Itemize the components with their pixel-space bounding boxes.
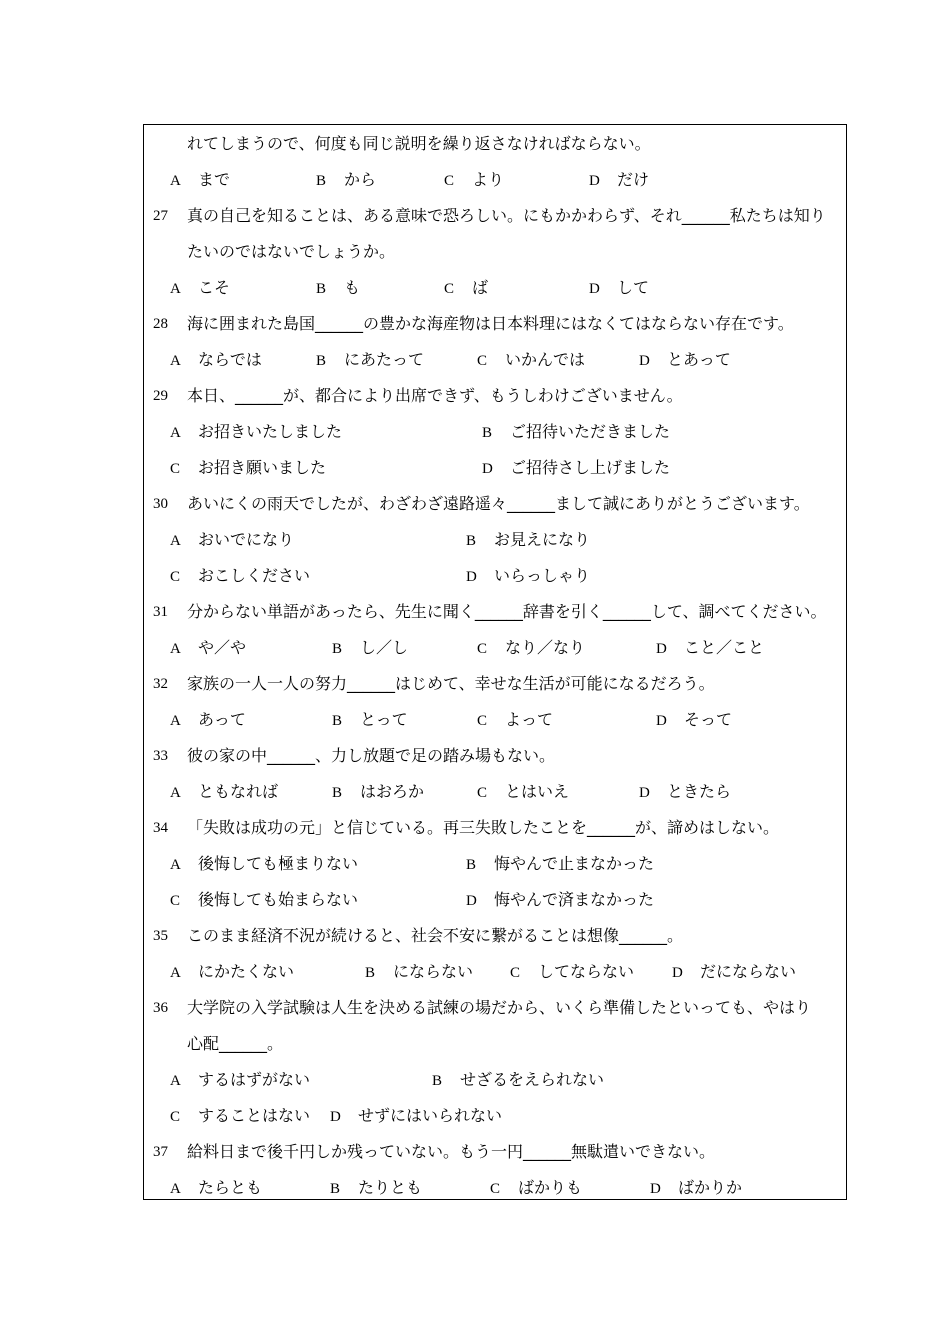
answer-options-row (144, 450, 844, 486)
answer-options-row (144, 414, 844, 450)
option-letter: D (589, 281, 600, 297)
option-b[interactable] (316, 270, 360, 307)
option-letter: C (477, 641, 488, 657)
option-a[interactable] (170, 1170, 262, 1207)
question-text: 海に囲まれた島国______の豊かな海産物は日本料理にはなくてはならない存在です。 (187, 314, 794, 333)
option-letter: D (656, 641, 667, 657)
option-text: とって (360, 710, 408, 729)
question-text: 給料日まで後千円しか残っていない。もう一円______無駄遣いできない。 (187, 1142, 716, 1161)
question-number: 36 (153, 1000, 168, 1016)
question-27 (144, 198, 844, 234)
option-c[interactable] (477, 342, 585, 379)
option-a[interactable] (170, 270, 230, 307)
option-c[interactable] (170, 1098, 310, 1135)
option-c[interactable] (444, 162, 504, 199)
answer-options-row (144, 1170, 844, 1206)
option-letter: B (332, 713, 343, 729)
option-letter: B (316, 281, 327, 297)
option-letter: B (316, 173, 327, 189)
option-letter: A (170, 173, 181, 189)
option-letter: C (510, 965, 521, 981)
question-number: 34 (153, 820, 168, 836)
answer-options-row (144, 954, 844, 990)
option-letter: B (330, 1181, 341, 1197)
option-d[interactable] (482, 450, 670, 487)
option-letter: A (170, 1073, 181, 1089)
question-number: 33 (153, 748, 168, 764)
question-text-continuation (144, 1026, 844, 1062)
question-34 (144, 810, 844, 846)
option-text: いかんでは (505, 350, 586, 369)
continuation-text: 心配______。 (187, 1034, 284, 1053)
option-text: たりとも (358, 1178, 423, 1197)
option-letter: A (170, 713, 181, 729)
question-text: 本日、______が、都合により出席できず、もうしわけございません。 (187, 386, 683, 405)
option-text: 後悔しても始まらない (198, 890, 359, 909)
question-31 (144, 594, 844, 630)
option-letter: D (589, 173, 600, 189)
option-letter: D (466, 569, 477, 585)
question-36 (144, 990, 844, 1026)
question-box (143, 124, 847, 1200)
option-c[interactable] (477, 702, 553, 739)
option-a[interactable] (170, 954, 294, 991)
option-d[interactable] (466, 882, 654, 919)
option-a[interactable] (170, 522, 294, 559)
option-text: ご招待いただきました (510, 422, 671, 441)
question-text: 分からない単語があったら、先生に聞く______辞書を引く______して、調べてください。 (187, 602, 827, 621)
option-letter: A (170, 533, 181, 549)
option-b[interactable] (316, 162, 376, 199)
option-d[interactable] (656, 630, 764, 667)
option-letter: B (316, 353, 327, 369)
option-letter: D (656, 713, 667, 729)
option-c[interactable] (490, 1170, 582, 1207)
option-letter: C (170, 893, 181, 909)
answer-options-row (144, 882, 844, 918)
question-29 (144, 378, 844, 414)
question-number: 32 (153, 676, 168, 692)
option-text: することはない (198, 1106, 311, 1125)
option-a[interactable] (170, 702, 246, 739)
option-letter: D (672, 965, 683, 981)
option-letter: A (170, 965, 181, 981)
option-text: ご招待さし上げました (510, 458, 671, 477)
answer-options-row (144, 522, 844, 558)
option-c[interactable] (477, 774, 569, 811)
question-number: 29 (153, 388, 168, 404)
option-text: おいでになり (198, 530, 295, 549)
option-text: も (344, 278, 361, 297)
option-a[interactable] (170, 414, 342, 451)
option-a[interactable] (170, 1062, 310, 1099)
question-text: 「失敗は成功の元」と信じている。再三失敗したことを______が、諦めはしない。 (187, 818, 780, 837)
option-b[interactable] (332, 630, 408, 667)
option-text: とあって (667, 350, 731, 369)
option-text: ばかりか (678, 1178, 743, 1197)
option-text: たらとも (198, 1178, 263, 1197)
option-d[interactable] (639, 342, 731, 379)
option-letter: B (466, 533, 477, 549)
option-b[interactable] (316, 342, 424, 379)
option-letter: A (170, 281, 181, 297)
option-letter: C (490, 1181, 501, 1197)
option-letter: B (332, 785, 343, 801)
option-b[interactable] (482, 414, 670, 451)
option-text: ならでは (198, 350, 262, 369)
option-text: するはずがない (198, 1070, 311, 1089)
option-d[interactable] (466, 558, 590, 595)
option-c[interactable] (444, 270, 488, 307)
question-text: 大学院の入学試験は人生を決める試練の場だから、いくら準備したといっても、やはり (187, 998, 812, 1017)
question-number: 28 (153, 316, 168, 332)
option-letter: B (332, 641, 343, 657)
question-32 (144, 666, 844, 702)
continuation-text: たいのではないでしょうか。 (187, 242, 396, 261)
option-d[interactable] (650, 1170, 742, 1207)
option-text: にあたって (344, 350, 425, 369)
option-text: ときたら (667, 782, 732, 801)
answer-options-row (144, 342, 844, 378)
option-letter: B (466, 857, 477, 873)
option-letter: A (170, 353, 181, 369)
option-letter: A (170, 641, 181, 657)
option-letter: D (639, 785, 650, 801)
option-text: せずにはいられない (358, 1106, 503, 1125)
continuation-text: れてしまうので、何度も同じ説明を繰り返さなければならない。 (187, 134, 651, 153)
question-number: 31 (153, 604, 168, 620)
option-letter: C (444, 281, 455, 297)
question-number: 35 (153, 928, 168, 944)
option-letter: D (330, 1109, 341, 1125)
option-letter: B (432, 1073, 443, 1089)
option-text: とはいえ (505, 782, 570, 801)
option-text: そって (684, 710, 733, 729)
question-30 (144, 486, 844, 522)
answer-options-row (144, 270, 844, 306)
option-text: お招きいたしました (198, 422, 343, 441)
option-text: まで (198, 170, 231, 189)
answer-options-row (144, 774, 844, 810)
answer-options-row (144, 1062, 844, 1098)
option-text: や／や (198, 638, 247, 657)
option-text: から (344, 170, 377, 189)
option-b[interactable] (432, 1062, 604, 1099)
option-letter: C (170, 569, 181, 585)
option-text: ともなれば (198, 782, 279, 801)
option-text: 悔やんで済まなかった (494, 890, 655, 909)
question-28 (144, 306, 844, 342)
option-text: なり／なり (505, 638, 586, 657)
option-c[interactable] (170, 882, 358, 919)
option-d[interactable] (589, 270, 649, 307)
option-letter: B (365, 965, 376, 981)
answer-options-row (144, 630, 844, 666)
option-letter: D (482, 461, 493, 477)
answer-options-row (144, 558, 844, 594)
option-letter: C (170, 1109, 181, 1125)
option-text: こそ (198, 278, 231, 297)
option-letter: C (170, 461, 181, 477)
answer-options-row (144, 1098, 844, 1134)
option-letter: B (482, 425, 493, 441)
option-b[interactable] (466, 522, 590, 559)
question-number: 27 (153, 208, 168, 224)
option-letter: C (477, 785, 488, 801)
option-text: にかたくない (198, 962, 295, 981)
question-number: 37 (153, 1144, 168, 1160)
option-a[interactable] (170, 162, 230, 199)
answer-options-row (144, 702, 844, 738)
question-text-continuation (144, 126, 844, 162)
option-b[interactable] (466, 846, 654, 883)
option-letter: A (170, 425, 181, 441)
question-35 (144, 918, 844, 954)
option-text: だけ (617, 170, 650, 189)
option-a[interactable] (170, 774, 278, 811)
question-text: 彼の家の中______、力し放題で足の踏み場もない。 (187, 746, 556, 765)
question-33 (144, 738, 844, 774)
option-text: だにならない (700, 962, 797, 981)
option-text: お招き願いました (198, 458, 327, 477)
option-d[interactable] (330, 1098, 502, 1135)
question-37 (144, 1134, 844, 1170)
option-letter: D (650, 1181, 661, 1197)
option-letter: D (639, 353, 650, 369)
option-text: より (472, 170, 505, 189)
option-c[interactable] (170, 558, 310, 595)
option-b[interactable] (365, 954, 473, 991)
option-c[interactable] (477, 630, 585, 667)
option-d[interactable] (656, 702, 732, 739)
option-a[interactable] (170, 846, 358, 883)
option-text: いらっしゃり (494, 566, 591, 585)
question-text-continuation (144, 234, 844, 270)
option-text: はおろか (360, 782, 425, 801)
option-a[interactable] (170, 630, 246, 667)
option-text: ば (472, 278, 489, 297)
question-number: 30 (153, 496, 168, 512)
option-d[interactable] (589, 162, 649, 199)
option-text: お見えになり (494, 530, 591, 549)
answer-options-row (144, 846, 844, 882)
option-b[interactable] (332, 702, 408, 739)
option-text: してならない (538, 962, 635, 981)
option-c[interactable] (170, 450, 326, 487)
option-text: 後悔しても極まりない (198, 854, 359, 873)
option-letter: A (170, 785, 181, 801)
option-d[interactable] (639, 774, 731, 811)
option-letter: D (466, 893, 477, 909)
option-text: にならない (393, 962, 474, 981)
option-letter: A (170, 1181, 181, 1197)
question-text: 真の自己を知ることは、ある意味で恐ろしい。にもかかわらず、それ______私たちは知り (187, 206, 826, 225)
option-b[interactable] (330, 1170, 422, 1207)
option-letter: C (444, 173, 455, 189)
answer-options-row (144, 162, 844, 198)
option-a[interactable] (170, 342, 262, 379)
option-d[interactable] (672, 954, 796, 991)
option-text: よって (505, 710, 554, 729)
question-text: あいにくの雨天でしたが、わざわざ遠路遥々______まして誠にありがとうございます。 (187, 494, 810, 513)
option-text: あって (198, 710, 246, 729)
option-text: おこしください (198, 566, 311, 585)
question-text: 家族の一人一人の努力______はじめて、幸せな生活が可能になるだろう。 (187, 674, 715, 693)
option-b[interactable] (332, 774, 424, 811)
option-letter: C (477, 713, 488, 729)
option-text: こと／こと (684, 638, 765, 657)
option-text: ばかりも (518, 1178, 583, 1197)
option-text: して (617, 278, 650, 297)
option-text: し／し (360, 638, 409, 657)
option-letter: A (170, 857, 181, 873)
option-letter: C (477, 353, 488, 369)
option-text: せざるをえられない (460, 1070, 605, 1089)
option-c[interactable] (510, 954, 634, 991)
option-text: 悔やんで止まなかった (494, 854, 655, 873)
question-text: このまま経済不況が続けると、社会不安に繋がることは想像______。 (187, 926, 684, 945)
